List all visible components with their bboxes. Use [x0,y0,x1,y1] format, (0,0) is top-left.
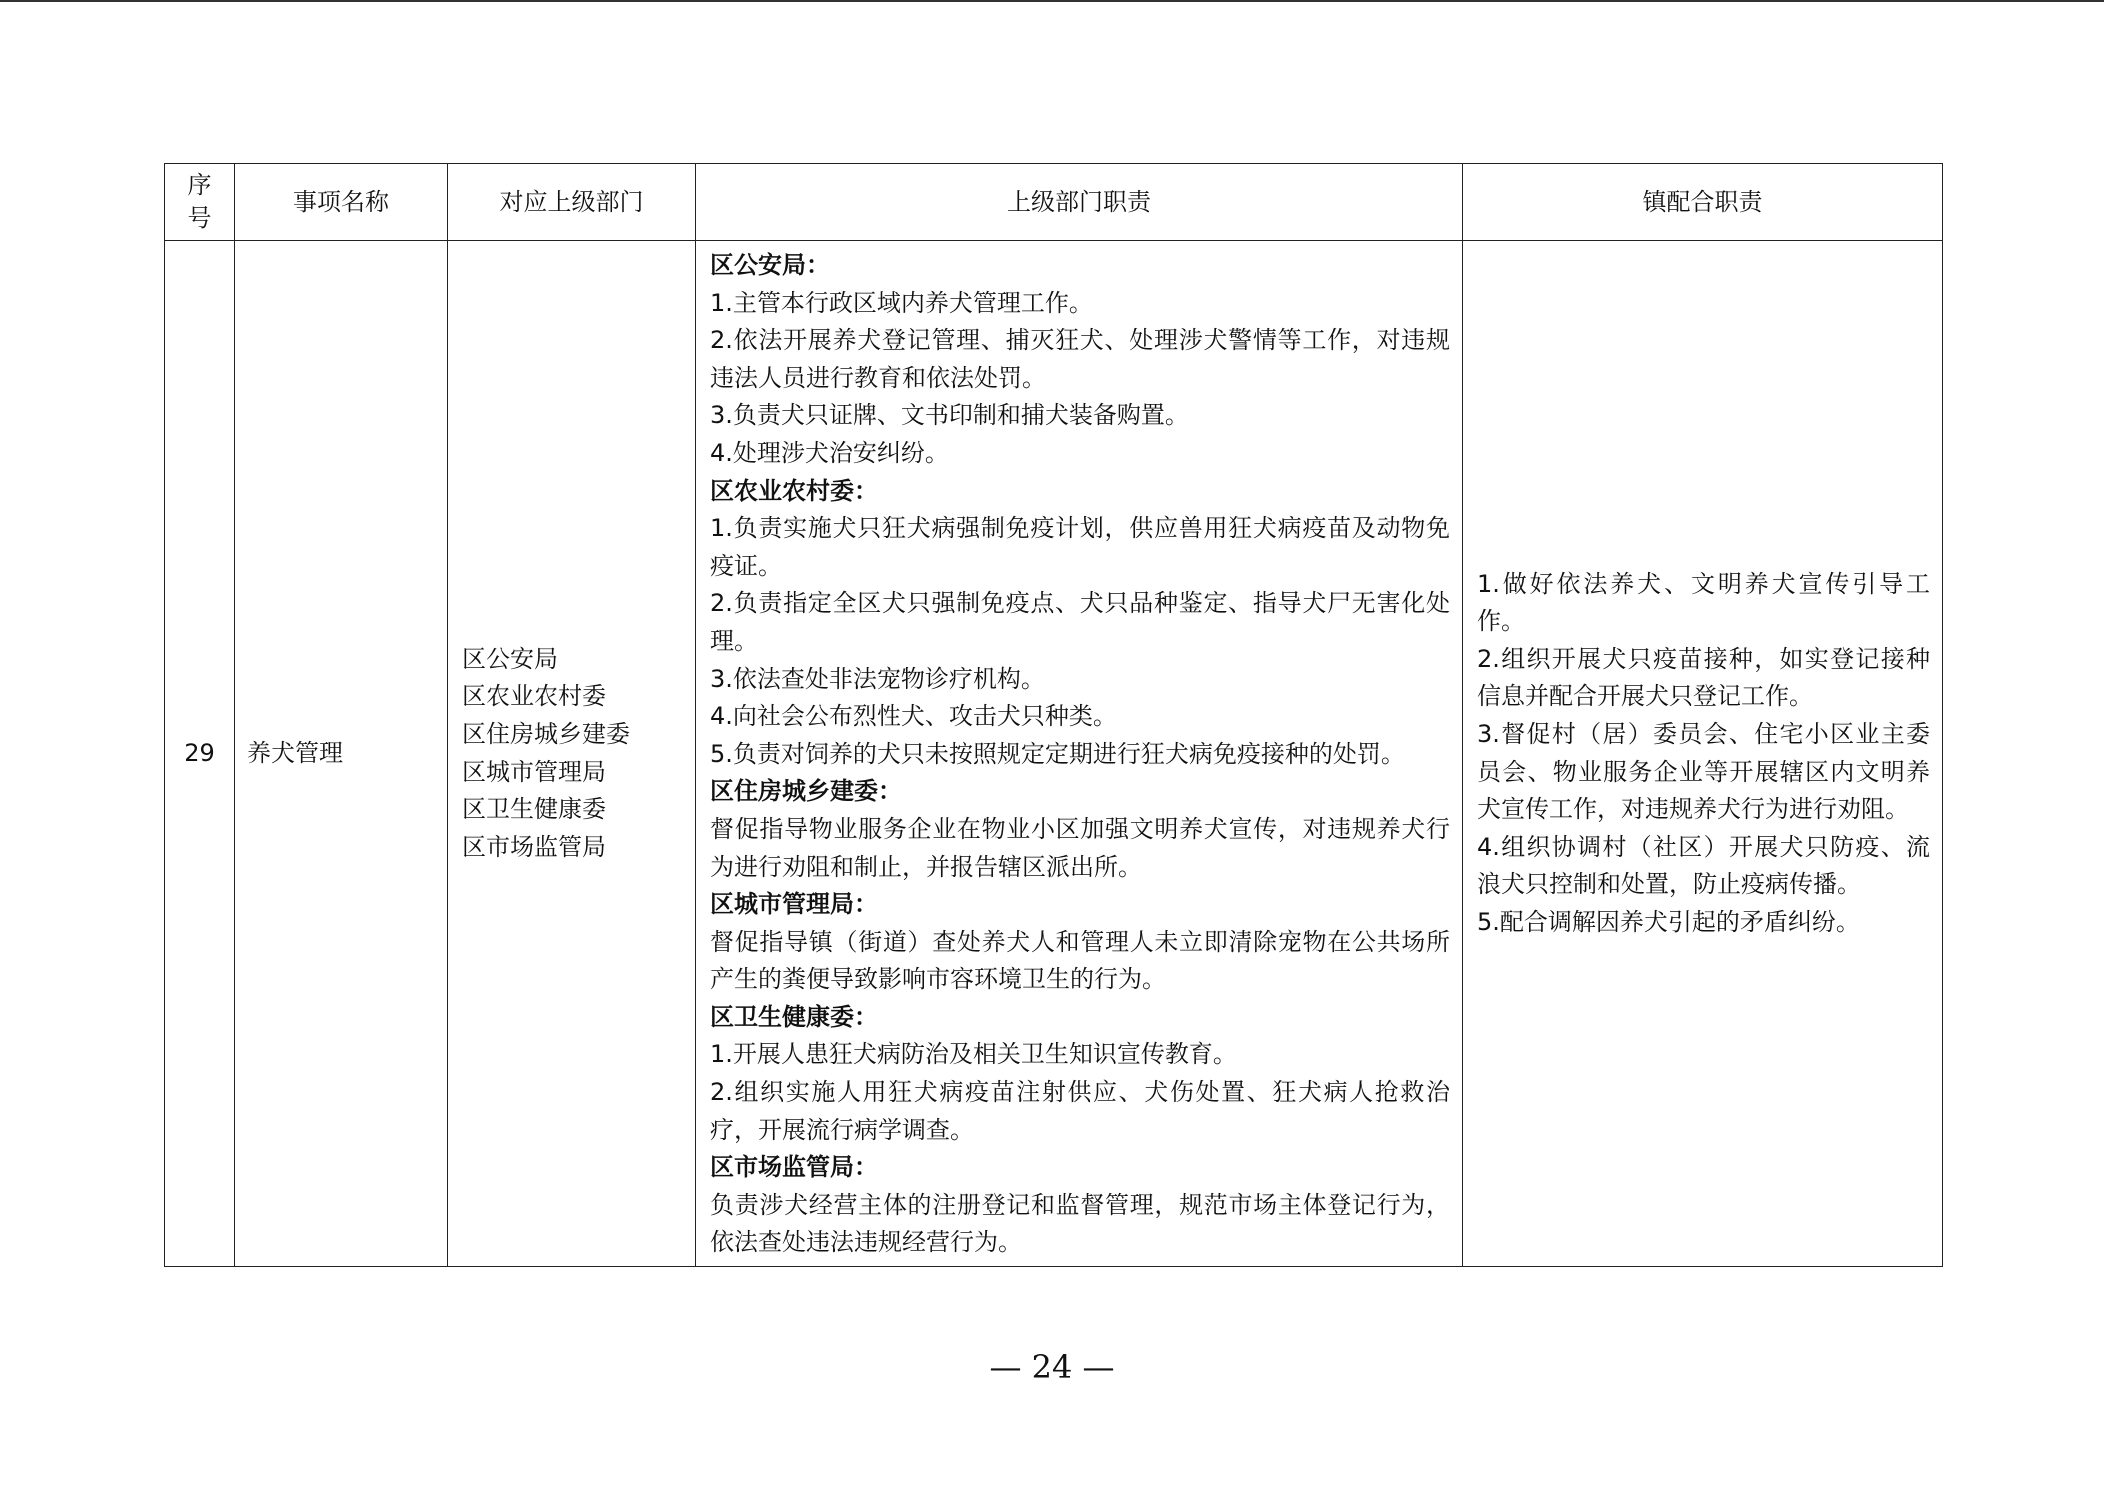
row-superior-duties [696,241,1463,1267]
duty-line: 4.向社会公布烈性犬、攻击犬只种类。 [710,702,1117,731]
duty-section-title: 区卫生健康委： [710,1002,878,1031]
page-number: — 24 — [989,1348,1115,1386]
header-duties: 上级部门职责 [696,164,1463,241]
department-item: 区市场监管局 [462,832,606,861]
duty-line: 5.负责对饲养的犬只未按照规定定期进行狂犬病免疫接种的处罚。 [710,739,1405,768]
row-departments [448,241,696,1267]
town-duty-line: 4.组织协调村（社区）开展犬只防疫、流浪犬只控制和处置，防止疫病传播。 [1477,832,1930,899]
duty-section-title: 区住房城乡建委： [710,777,902,806]
duty-line: 1.开展人患狂犬病防治及相关卫生知识宣传教育。 [710,1040,1237,1069]
department-item: 区卫生健康委 [462,795,606,824]
town-duty-line: 1.做好依法养犬、文明养犬宣传引导工作。 [1477,569,1930,636]
town-duty-line: 5.配合调解因养犬引起的矛盾纠纷。 [1477,907,1860,936]
page-top-border [0,0,2104,2]
duty-line: 督促指导物业服务企业在物业小区加强文明养犬宣传，对违规养犬行为进行劝阻和制止，并报告辖区派出所。 [710,814,1450,881]
department-item: 区公安局 [462,644,558,673]
duty-line: 1.主管本行政区域内养犬管理工作。 [710,288,1093,317]
duty-line: 4.处理涉犬治安纠纷。 [710,438,949,467]
duty-section-title: 区公安局： [710,251,830,279]
department-item: 区农业农村委 [462,682,606,711]
duties-table [164,163,1943,1267]
duty-section-title: 区农业农村委： [710,476,878,505]
town-duty-line: 2.组织开展犬只疫苗接种，如实登记接种信息并配合开展犬只登记工作。 [1477,644,1930,711]
table-row [165,241,1943,1267]
row-item-name: 养犬管理 [235,241,448,1267]
duty-line: 1.负责实施犬只狂犬病强制免疫计划，供应兽用狂犬病疫苗及动物免疫证。 [710,514,1450,580]
duty-line: 负责涉犬经营主体的注册登记和监督管理，规范市场主体登记行为，依法查处违法违规经营行为。 [710,1190,1450,1257]
header-item: 事项名称 [235,164,448,241]
duty-section-title: 区城市管理局： [710,890,878,919]
table-header-row [165,164,1943,241]
duty-line: 3.负责犬只证牌、文书印制和捕犬装备购置。 [710,401,1189,430]
duty-line: 2.依法开展养犬登记管理、捕灭狂犬、处理涉犬警情等工作，对违规违法人员进行教育和依法处罚。 [710,326,1450,392]
department-item: 区住房城乡建委 [462,719,630,748]
header-seq [165,164,235,241]
header-seq-text: 序号 [187,171,212,232]
town-duty-line: 3.督促村（居）委员会、住宅小区业主委员会、物业服务企业等开展辖区内文明养犬宣传工作，对违规养犬行为进行劝阻。 [1477,719,1930,824]
duty-line: 3.依法查处非法宠物诊疗机构。 [710,664,1045,693]
duty-line: 2.组织实施人用狂犬病疫苗注射供应、犬伤处置、狂犬病人抢救治疗，开展流行病学调查。 [710,1078,1450,1144]
row-seq: 29 [165,241,235,1267]
header-dept: 对应上级部门 [448,164,696,241]
header-town: 镇配合职责 [1463,164,1943,241]
duty-line: 督促指导镇（街道）查处养犬人和管理人未立即清除宠物在公共场所产生的粪便导致影响市容环境卫生的行为。 [710,927,1450,994]
row-town-duties [1463,241,1943,1267]
department-item: 区城市管理局 [462,757,606,786]
duty-section-title: 区市场监管局： [710,1153,878,1182]
duty-line: 2.负责指定全区犬只强制免疫点、犬只品种鉴定、指导犬尸无害化处理。 [710,589,1450,655]
